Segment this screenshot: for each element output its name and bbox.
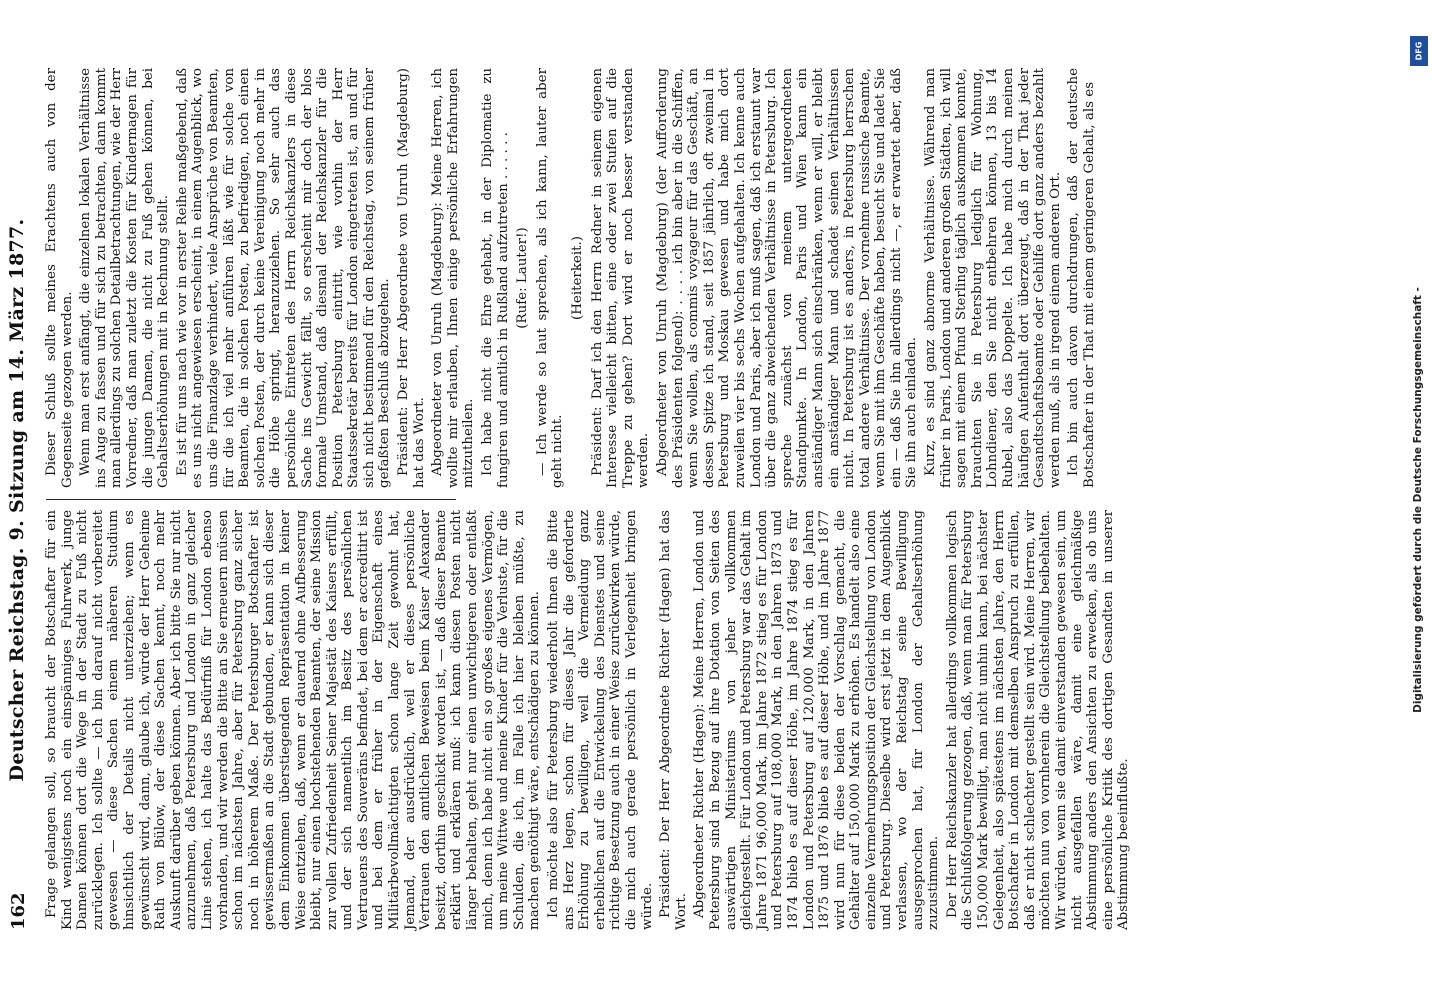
- running-title: Deutscher Reichstag. 9. Sitzung am 14. März 1877.: [6, 218, 28, 782]
- paragraph: Ich möchte also für Petersburg wiederholt Ihnen die Bitte ans Herz legen, schon für dieses Jahr die geforderte Erhöhung zu bewilligen, weil die Vermeidung ganz erheblichen auf die Entwickelung des Dienstes und seine richtige Besetzung auch in einer Weise zurückwirken würde, die mich auch gerade persönlich in Verlegenheit bringen würde.: [546, 510, 655, 930]
- left-column: [44, 510, 1135, 930]
- dfg-logo-text: DFG: [1414, 41, 1424, 61]
- paragraph: Präsident: Der Herr Abgeordnete von Unruh (Magdeburg) hat das Wort.: [396, 68, 427, 488]
- paragraph: Ich habe nicht die Ehre gehabt, in der Diplomatie zu fungiren und amtlich in Rußland aufzutreten . . . . . .: [480, 68, 511, 488]
- paragraph: Frage gelangen soll, so braucht der Botschafter für ein Kind wenigstens noch ein einspänniges Fuhrwerk, junge Damen können dort die Wege in der Stadt zu Fuß nicht zurücklegen. Ich sollte — ich bin darauf nicht vorbereitet gewesen — diese Sachen einem näheren Studium hinsichtlich der Details nicht unterziehen; wenn es gewünscht wird, dann, glaube ich, würde der Herr Geheime Rath von Bülow, der diese Sachen kennt, noch mehr Auskunft darüber geben können. Aber ich bitte Sie nur nicht anzunehmen, daß Petersburg und London in ganz gleicher Linie stehen, ich halte das Bedürfniß für London ebenso vorhanden, und wir werden die Bitte an Sie erneuern müssen schon im nächsten Jahre, aber für Petersburg ganz sicher noch in höherem Maße. Der Petersburger Botschafter ist gewissermaßen an die Stadt gebunden, er kann sich dieser dem Einkommen überstiegenden Repräsentation in keiner Weise entziehen, daß, wenn er dauernd ohne Aufbesserung bleibt, nur einen hochstehenden Beamten, der seine Mission zur vollen Zufriedenheit Seiner Majestät des Kaisers erfüllt, und der sich namentlich im Besitz des persönlichen Vertrauens des Souveräns befindet, bei dem er accreditirt ist und bei dem er früher in der Eigenschaft eines Militärbevollmächtigten schon lange Zeit gewohnt hat, Jemand, der ausdrücklich, weil er dieses persönliche Vertrauen den amtlichen Beweisen beim Kaiser Alexander besitzt, dorthin geschickt worden ist, — daß dieser Beamte erklärt und erklären muß: ich kann diesen Posten nicht länger behalten, geht nur einen unwichtigeren oder entlaßt mich, denn ich habe nicht ein so großes eigenes Vermögen, um meine Wittwe und meine Kinder für die Verluste, für die Schulden, die ich, im Falle ich hier bleiben müßte, zu machen genöthigt wäre, entschädigen zu können.: [44, 510, 543, 930]
- paragraph: (Heiterkeit.): [570, 236, 585, 320]
- paragraph: (Rufe: Lauter!): [515, 227, 531, 329]
- column-divider: [46, 499, 456, 500]
- paragraph: Kurz, es sind ganz abnorme Verhältnisse. Während man früher in Paris, London und anderen großen Städten, ich will sagen mit einem Pfund Sterling täglich auskommen konnte, brauchten Sie in Petersburg lediglich für Wohnung, Lohndiener, den Sie nicht entbehren können, 13 bis 14 Rubel, also das Doppelte. Ich habe mich durch meinen häufigen Aufenthalt dort überzeugt, daß in der That jeder Gesandtschaftsbeamte oder Gehilfe dort ganz anders bezahlt werden muß, als in irgend einem anderen Ort.: [923, 68, 1063, 488]
- right-column: [44, 68, 1101, 488]
- paragraph: Der Herr Reichskanzler hat allerdings vollkommen logisch die Schlußfolgerung gezogen, daß, wenn man für Petersburg 150,000 Mark bewilligt, man nicht umhin kann, bei nächster Gelegenheit, also spätestens im nächsten Jahre, den Herrn Botschafter in London mit demselben Anspruch zu erfüllen, daß er nicht schlechter gestellt sein wird. Meine Herren, wir möchten nun von vornherein die Gleichstellung beibehalten. Wir würden, wenn sie damit einverstanden gewesen sein, um nicht ausgefallen wäre, damit eine gleichmäßige Abstimmung anders den Ansichten zu erwecken, als ob uns eine persönliche Kritik des dortigen Gesandten in unserer Abstimmung beeinflußte.: [944, 510, 1132, 930]
- paragraph: Wenn man erst anfängt, die einzelnen lokalen Verhältnisse ins Auge zu fassen und für sich zu betrachten, dann kommt man allerdings zu solchen Detailbetrachtungen, wie der Herr Vorredner, daß man zuletzt die Kosten für Kindermagen für die jungen Damen, die nicht zu Fuß gehen können, bei Gehaltserhöhungen mit in Rechnung stellt.: [78, 68, 172, 488]
- paragraph: Abgeordneter von Unruh (Magdeburg): Meine Herren, ich wollte mir erlauben, Ihnen einige persönliche Erfahrungen mitzutheilen.: [430, 68, 477, 488]
- paragraph: Präsident: Der Herr Abgeordnete Richter (Hagen) hat das Wort.: [658, 510, 689, 930]
- paragraph: Abgeordneter Richter (Hagen): Meine Herren, London und Petersburg sind in Bezug auf ihre Dotation von Seiten des auswärtigen Ministeriums von jeher vollkommen gleichgestellt. Für London und Petersburg war das Gehalt im Jahre 1871 96,000 Mark, im Jahre 1872 stieg es für London und Petersburg auf 108,000 Mark, in den Jahren 1873 und 1874 blieb es auf dieser Höhe, im Jahre 1874 stieg es für London und Petersburg auf 120,000 Mark, in den Jahren 1875 und 1876 blieb es auf dieser Höhe, und im Jahre 1877 wird nun für diese beiden der Vorschlag gemacht, die Gehälter auf 150,000 Mark zu erhöhen. Es handelt also eine einzelne Vermehrungsposition der Gleichstellung von London und Petersburg. Dieselbe wird erst jetzt in dem Augenblick verlassen, wo der Reichstag seine Bewilligung ausgesprochen hat, für London der Gehaltserhöhung zuzustimmen.: [692, 510, 942, 930]
- paragraph: Dieser Schluß sollte meines Erachtens auch von der Gegenseite gezogen werden.: [44, 68, 75, 488]
- page-header: [0, 0, 40, 1000]
- paragraph: Präsident: Darf ich den Herrn Redner in seinem eigenen Interesse vielleicht bitten, eine oder zwei Stufen auf die Treppe zu gehen? Dort wird er noch besser verstanden werden.: [589, 68, 652, 488]
- paragraph: — Ich werde so laut sprechen, als ich kann, lauter aber geht nicht.: [534, 68, 566, 488]
- paragraph: Abgeordneter von Unruh (Magdeburg) (der Aufforderung des Präsidenten folgend): . . . . ich bin aber in die Schiffen, wenn Sie wollen, als commis voyageur für das Geschäft, an dessen Spitze ich stand, seit 1857 jährlich, oft zweimal in Petersburg und Moskau gewesen und habe mich dort zuweilen vier bis sechs Wochen aufgehalten. Ich kenne auch London und Paris, aber ich muß sagen, daß ich erstaunt war über die ganz abweichenden Verhältnisse in Petersburg. Ich spreche zunächst von meinem untergeordneten Standpunkte. In London, Paris und Wien kann ein anständiger Mann sich einschränken, wenn er will, er bleibt ein anständiger Mann und schadet seinen Verhältnissen nicht. In Petersburg ist es anders, in Petersburg herrschen total andere Verhältnisse. Der vornehme russische Beamte, wenn Sie mit ihm Geschäfte haben, besucht Sie und ladet Sie ein — daß Sie ihn allerdings nicht —, er erwartet aber, daß Sie ihn auch einladen.: [654, 68, 920, 488]
- page-number: 162: [8, 892, 29, 930]
- digitization-credit: Digitalisierung gefördert durch die Deutsche Forschungsgemeinschaft -: [1412, 287, 1424, 713]
- paragraph: Es ist für uns nach wie vor in erster Reihe maßgebend, daß es uns nicht angewiesen erscheint, in einem Augenblick, wo uns die Finanzlage verhindert, viele Ansprüche von Beamten, für die ich viel mehr anführen läßt wie für solche von Beamten, die in solchen Posten, zu befriedigen, noch einen solchen Posten, der durch keine Vereinigung noch mehr in die Höhe springt, heranzuziehen. So sehr auch das persönliche Eintreten des Herrn Reichskanzlers in diese Sache ins Gewicht fällt, so erscheint mir doch der blos formale Umstand, daß diesmal der Reichskanzler für die Position Petersburg eintritt, wie vorhin der Herr Staatssekretär bereits für London eingetreten ist, an und für sich nicht bestimmend für den Reichstag, von seinem früher gefaßten Beschluß abzugehen.: [174, 68, 393, 488]
- paragraph: Ich bin auch davon durchdrungen, daß der deutsche Botschafter in der That mit einem geringeren Gehalt, als es: [1066, 68, 1097, 488]
- dfg-logo: [1410, 36, 1428, 66]
